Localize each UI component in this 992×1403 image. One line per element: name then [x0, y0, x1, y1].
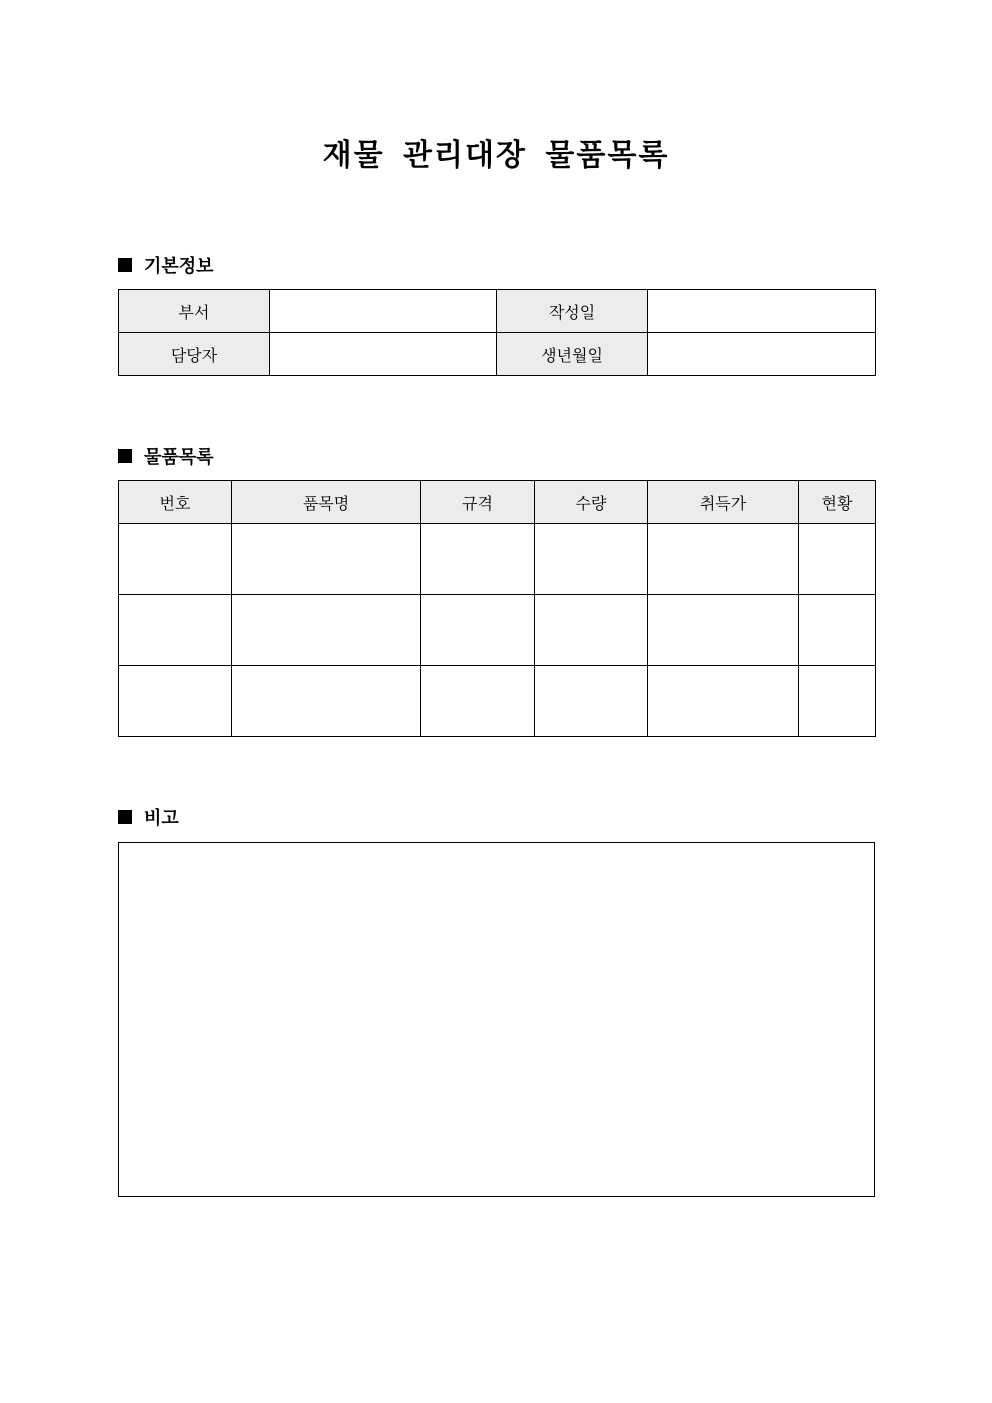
birth-date-label: 생년월일 [497, 333, 648, 376]
cell-acquisition-price[interactable] [648, 524, 799, 595]
item-list-heading-label: 물품목록 [144, 447, 214, 468]
column-header-quantity: 수량 [535, 481, 648, 524]
cell-status[interactable] [799, 666, 876, 737]
cell-number[interactable] [119, 666, 232, 737]
cell-quantity[interactable] [535, 666, 648, 737]
cell-spec[interactable] [421, 524, 535, 595]
remarks-heading-label: 비고 [144, 808, 179, 829]
column-header-item-name: 품목명 [232, 481, 421, 524]
table-header-row [119, 481, 876, 524]
department-field[interactable] [270, 290, 497, 333]
item-list-table [118, 480, 876, 737]
cell-number[interactable] [119, 524, 232, 595]
basic-info-heading [118, 252, 214, 278]
cell-item-name[interactable] [232, 524, 421, 595]
cell-spec[interactable] [421, 666, 535, 737]
cell-item-name[interactable] [232, 595, 421, 666]
table-row [119, 524, 876, 595]
basic-info-table [118, 289, 876, 376]
column-header-number: 번호 [119, 481, 232, 524]
column-header-spec: 규격 [421, 481, 535, 524]
department-label: 부서 [119, 290, 270, 333]
table-row [119, 290, 876, 333]
table-row [119, 333, 876, 376]
document-title: 재물 관리대장 물품목록 [322, 138, 670, 173]
cell-acquisition-price[interactable] [648, 666, 799, 737]
cell-acquisition-price[interactable] [648, 595, 799, 666]
cell-status[interactable] [799, 595, 876, 666]
cell-number[interactable] [119, 595, 232, 666]
cell-quantity[interactable] [535, 524, 648, 595]
cell-status[interactable] [799, 524, 876, 595]
cell-spec[interactable] [421, 595, 535, 666]
square-bullet-icon [118, 810, 132, 824]
table-row [119, 666, 876, 737]
item-list-heading [118, 443, 214, 469]
basic-info-heading-label: 기본정보 [144, 256, 214, 277]
square-bullet-icon [118, 258, 132, 272]
column-header-acquisition-price: 취득가 [648, 481, 799, 524]
cell-item-name[interactable] [232, 666, 421, 737]
table-row [119, 595, 876, 666]
remarks-box[interactable] [118, 842, 875, 1197]
manager-label: 담당자 [119, 333, 270, 376]
date-written-field[interactable] [648, 290, 876, 333]
column-header-status: 현황 [799, 481, 876, 524]
birth-date-field[interactable] [648, 333, 876, 376]
date-written-label: 작성일 [497, 290, 648, 333]
remarks-heading [118, 804, 179, 830]
manager-field[interactable] [270, 333, 497, 376]
square-bullet-icon [118, 449, 132, 463]
cell-quantity[interactable] [535, 595, 648, 666]
